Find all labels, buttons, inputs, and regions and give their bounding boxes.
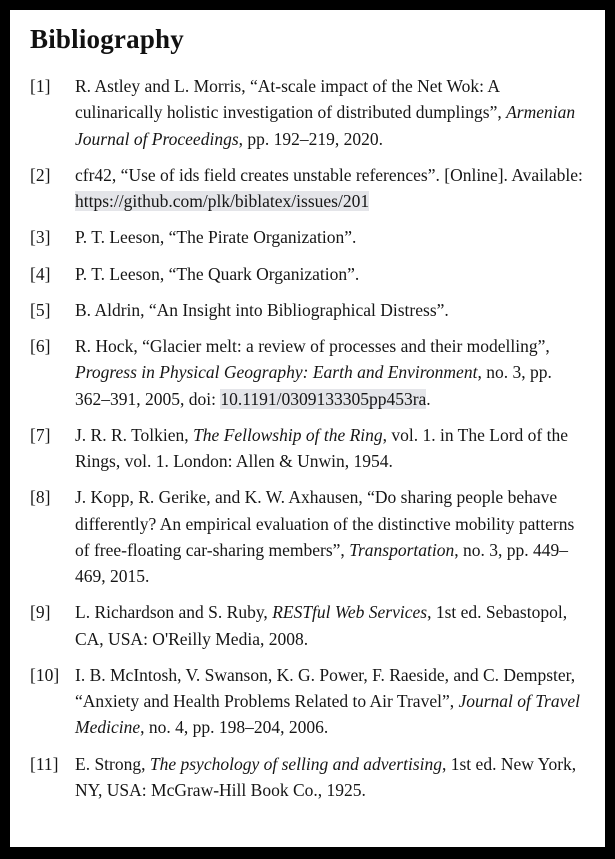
reference-text (75, 73, 587, 152)
reference-item (30, 224, 587, 250)
reference-text-segment: R. Hock, “Glacier melt: a review of processes and their modelling”, (75, 336, 550, 356)
reference-text-segment: . (426, 388, 431, 409)
reference-label: [7] (30, 424, 51, 445)
reference-text-segment: R. Astley and L. Morris, “At-scale impact of the Net Wok: A culinarically holistic investigation of distributed dumplings”, (75, 76, 507, 123)
reference-text (75, 224, 587, 250)
reference-text-segment: The psychology of selling and advertising (149, 753, 442, 774)
reference-label: [2] (30, 164, 51, 185)
reference-label: [3] (30, 227, 51, 248)
reference-text (75, 162, 587, 215)
reference-label: [4] (30, 263, 51, 284)
reference-text-segment: The Fellowship of the Ring (193, 424, 383, 445)
reference-link[interactable]: 10.1191/0309133305pp453ra (220, 388, 427, 409)
reference-list (30, 73, 587, 803)
reference-item (30, 162, 587, 215)
reference-text (75, 484, 587, 589)
reference-text-segment: , pp. 192–219, 2020. (238, 128, 384, 149)
reference-text-segment: P. T. Leeson, “The Quark Organization”. (75, 263, 360, 284)
reference-text-segment: , vol. 1. in The Lord of the Rings, vol. 1. London: Allen & Unwin, 1954. (75, 424, 568, 471)
reference-text (75, 297, 587, 323)
reference-text-segment: Transportation (349, 539, 455, 560)
reference-label: [1] (30, 76, 51, 96)
reference-label: [6] (30, 336, 51, 356)
reference-label: [5] (30, 299, 51, 320)
reference-text-segment: , 1st ed. New York, NY, USA: McGraw-Hill Book Co., 1925. (75, 753, 577, 800)
reference-text-segment: Armenian Journal of Proceedings (75, 102, 576, 149)
reference-text-segment: E. Strong, (75, 753, 150, 774)
page-title: Bibliography (30, 24, 184, 54)
reference-item (30, 599, 587, 652)
reference-label: [9] (30, 602, 51, 623)
reference-item (30, 297, 587, 323)
reference-label: [10] (30, 664, 60, 685)
reference-text (75, 662, 587, 741)
reference-text-segment: cfr42, “Use of ids field creates unstable references”. [Online]. Available: (75, 164, 583, 185)
reference-label: [8] (30, 487, 51, 508)
reference-text-segment: B. Aldrin, “An Insight into Bibliographical Distress”. (75, 299, 449, 320)
reference-item (30, 422, 587, 475)
reference-text-segment: , 1st ed. Sebastopol, CA, USA: O'Reilly Media, 2008. (75, 602, 568, 649)
reference-text-segment: Journal of Travel Medicine (75, 691, 581, 738)
reference-text-segment: J. Kopp, R. Gerike, and K. W. Axhausen, “Do sharing people behave differently? An empirical evaluation of the distinctive mobility patterns of free-floating car-sharing members”, (75, 487, 575, 560)
reference-text-segment: J. R. R. Tolkien, (75, 424, 194, 445)
reference-text (75, 599, 587, 652)
document-page (10, 10, 605, 847)
reference-item (30, 73, 587, 152)
reference-item (30, 484, 587, 589)
reference-text-segment: Progress in Physical Geography: Earth and Environment (75, 362, 478, 383)
reference-text-segment: , no. 3, pp. 362–391, 2005, doi: (75, 362, 552, 409)
reference-text-segment: , no. 4, pp. 198–204, 2006. (140, 717, 329, 738)
reference-text (75, 333, 587, 412)
reference-label: [11] (30, 753, 59, 774)
reference-text-segment: L. Richardson and S. Ruby, (75, 602, 273, 623)
reference-text (75, 422, 587, 475)
reference-text (75, 261, 587, 287)
reference-link[interactable]: https://github.com/plk/biblatex/issues/201 (75, 191, 370, 211)
reference-text-segment: P. T. Leeson, “The Pirate Organization”. (75, 227, 357, 248)
reference-item (30, 333, 587, 412)
reference-item (30, 662, 587, 741)
reference-item (30, 261, 587, 287)
reference-text-segment: RESTful Web Services (272, 602, 428, 623)
reference-item (30, 751, 587, 804)
reference-text-segment: , no. 3, pp. 449–469, 2015. (75, 539, 568, 586)
reference-text-segment: I. B. McIntosh, V. Swanson, K. G. Power, F. Raeside, and C. Dempster, “Anxiety and Health Problems Related to Air Travel”, (75, 664, 576, 711)
reference-text (75, 751, 587, 804)
